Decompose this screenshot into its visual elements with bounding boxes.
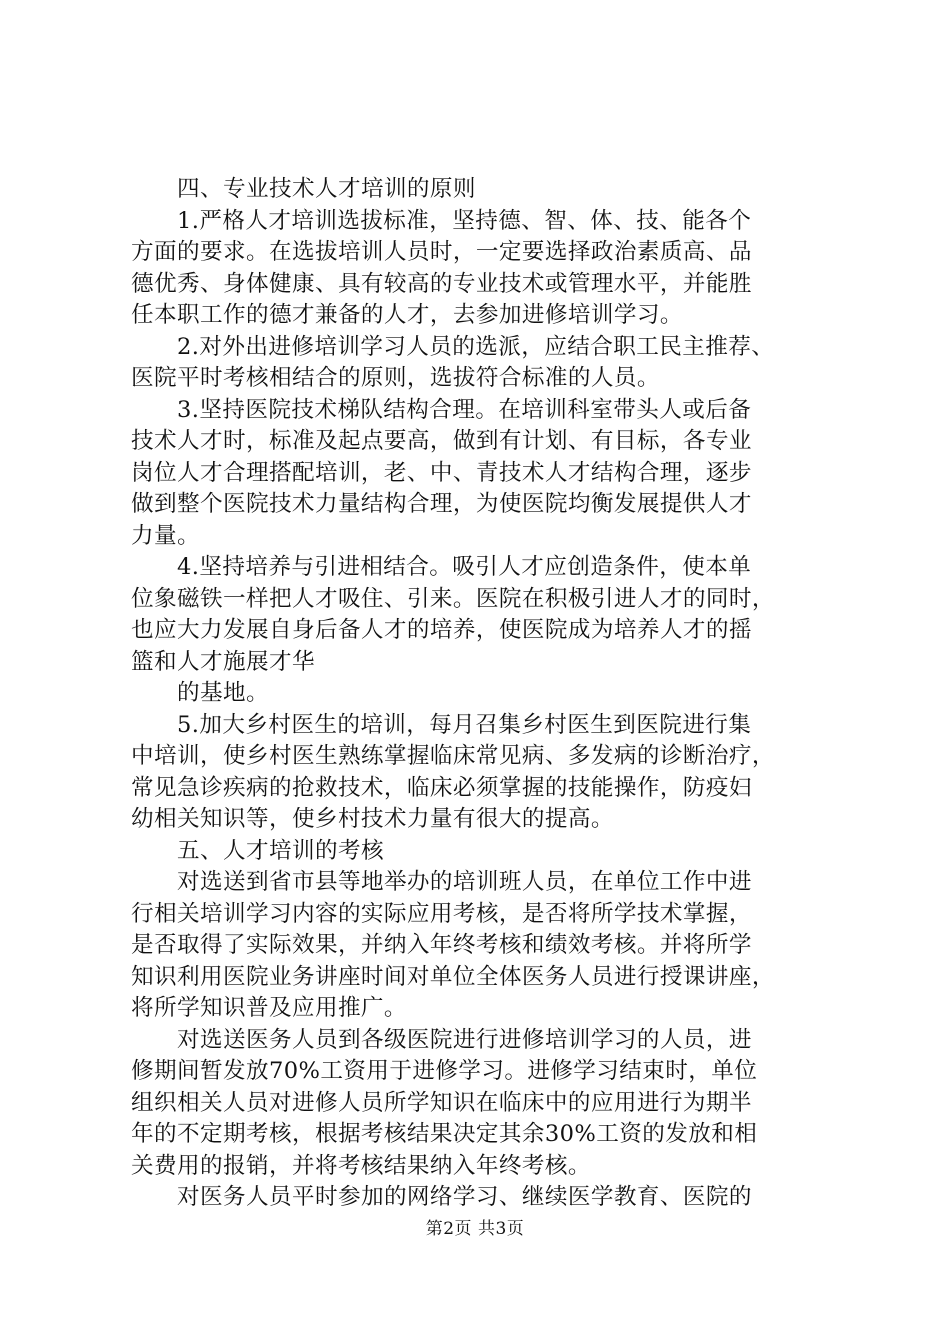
paragraph-line: 技术人才时，标准及起点要高，做到有计划、有目标，各专业 <box>131 428 752 454</box>
paragraph-line: 的基地。 <box>177 680 269 706</box>
paragraph-line: 做到整个医院技术力量结构合理，为使医院均衡发展提供人才 <box>131 491 752 517</box>
paragraph-line: 对选送到省市县等地举办的培训班人员，在单位工作中进 <box>177 869 752 895</box>
paragraph-line: 2.对外出进修培训学习人员的选派，应结合职工民主推荐、 <box>177 333 775 360</box>
paragraph-line: 5.加大乡村医生的培训，每月召集乡村医生到医院进行集 <box>177 711 752 738</box>
paragraph-line: 也应大力发展自身后备人才的培养，使医院成为培养人才的摇 <box>131 617 752 643</box>
paragraph-line: 将所学知识普及应用推广。 <box>131 995 407 1021</box>
paragraph-line: 4.坚持培养与引进相结合。吸引人才应创造条件，使本单 <box>177 554 752 580</box>
page-number-footer: 第2页 共3页 <box>425 1219 525 1239</box>
paragraph-line: 关费用的报销，并将考核结果纳入年终考核。 <box>131 1152 591 1179</box>
paragraph-line: 是否取得了实际效果，并纳入年终考核和绩效考核。并将所学 <box>131 932 752 958</box>
paragraph-line: 修期间暂发放70%工资用于进修学习。进修学习结束时，单位 <box>131 1058 758 1084</box>
paragraph-line: 医院平时考核相结合的原则，选拔符合标准的人员。 <box>131 365 660 391</box>
paragraph-line: 1.严格人才培训选拔标准，坚持德、智、体、技、能各个 <box>177 207 752 234</box>
paragraph-line: 知识利用医院业务讲座时间对单位全体医务人员进行授课讲座， <box>131 963 775 990</box>
section-heading: 五、人才培训的考核 <box>177 837 384 864</box>
paragraph-line: 位象磁铁一样把人才吸住、引来。医院在积极引进人才的同时， <box>131 585 775 612</box>
paragraph-line: 常见急诊疾病的抢救技术，临床必须掌握的技能操作，防疫妇 <box>131 774 752 801</box>
paragraph-line: 年的不定期考核，根据考核结果决定其余30%工资的发放和相 <box>131 1121 758 1147</box>
paragraph-line: 对选送医务人员到各级医院进行进修培训学习的人员，进 <box>177 1026 752 1053</box>
paragraph-line: 对医务人员平时参加的网络学习、继续医学教育、医院的 <box>177 1184 752 1210</box>
paragraph-line: 组织相关人员对进修人员所学知识在临床中的应用进行为期半 <box>131 1089 752 1116</box>
paragraph-line: 方面的要求。在选拔培训人员时，一定要选择政治素质高、品 <box>131 239 752 265</box>
paragraph-line: 德优秀、身体健康、具有较高的专业技术或管理水平，并能胜 <box>131 270 752 297</box>
paragraph-line: 3.坚持医院技术梯队结构合理。在培训科室带头人或后备 <box>177 396 752 423</box>
paragraph-line: 岗位人才合理搭配培训，老、中、青技术人才结构合理，逐步 <box>131 459 752 486</box>
paragraph-line: 任本职工作的德才兼备的人才，去参加进修培训学习。 <box>131 302 683 328</box>
document-body <box>131 174 831 1214</box>
paragraph-line: 中培训，使乡村医生熟练掌握临床常见病、多发病的诊断治疗， <box>131 743 775 769</box>
paragraph-line: 幼相关知识等，使乡村技术力量有很大的提高。 <box>131 806 614 832</box>
paragraph-line: 行相关培训学习内容的实际应用考核，是否将所学技术掌握， <box>131 900 752 927</box>
section-heading: 四、专业技术人才培训的原则 <box>177 176 476 202</box>
paragraph-line: 篮和人才施展才华 <box>131 648 315 675</box>
paragraph-line: 力量。 <box>131 522 200 549</box>
